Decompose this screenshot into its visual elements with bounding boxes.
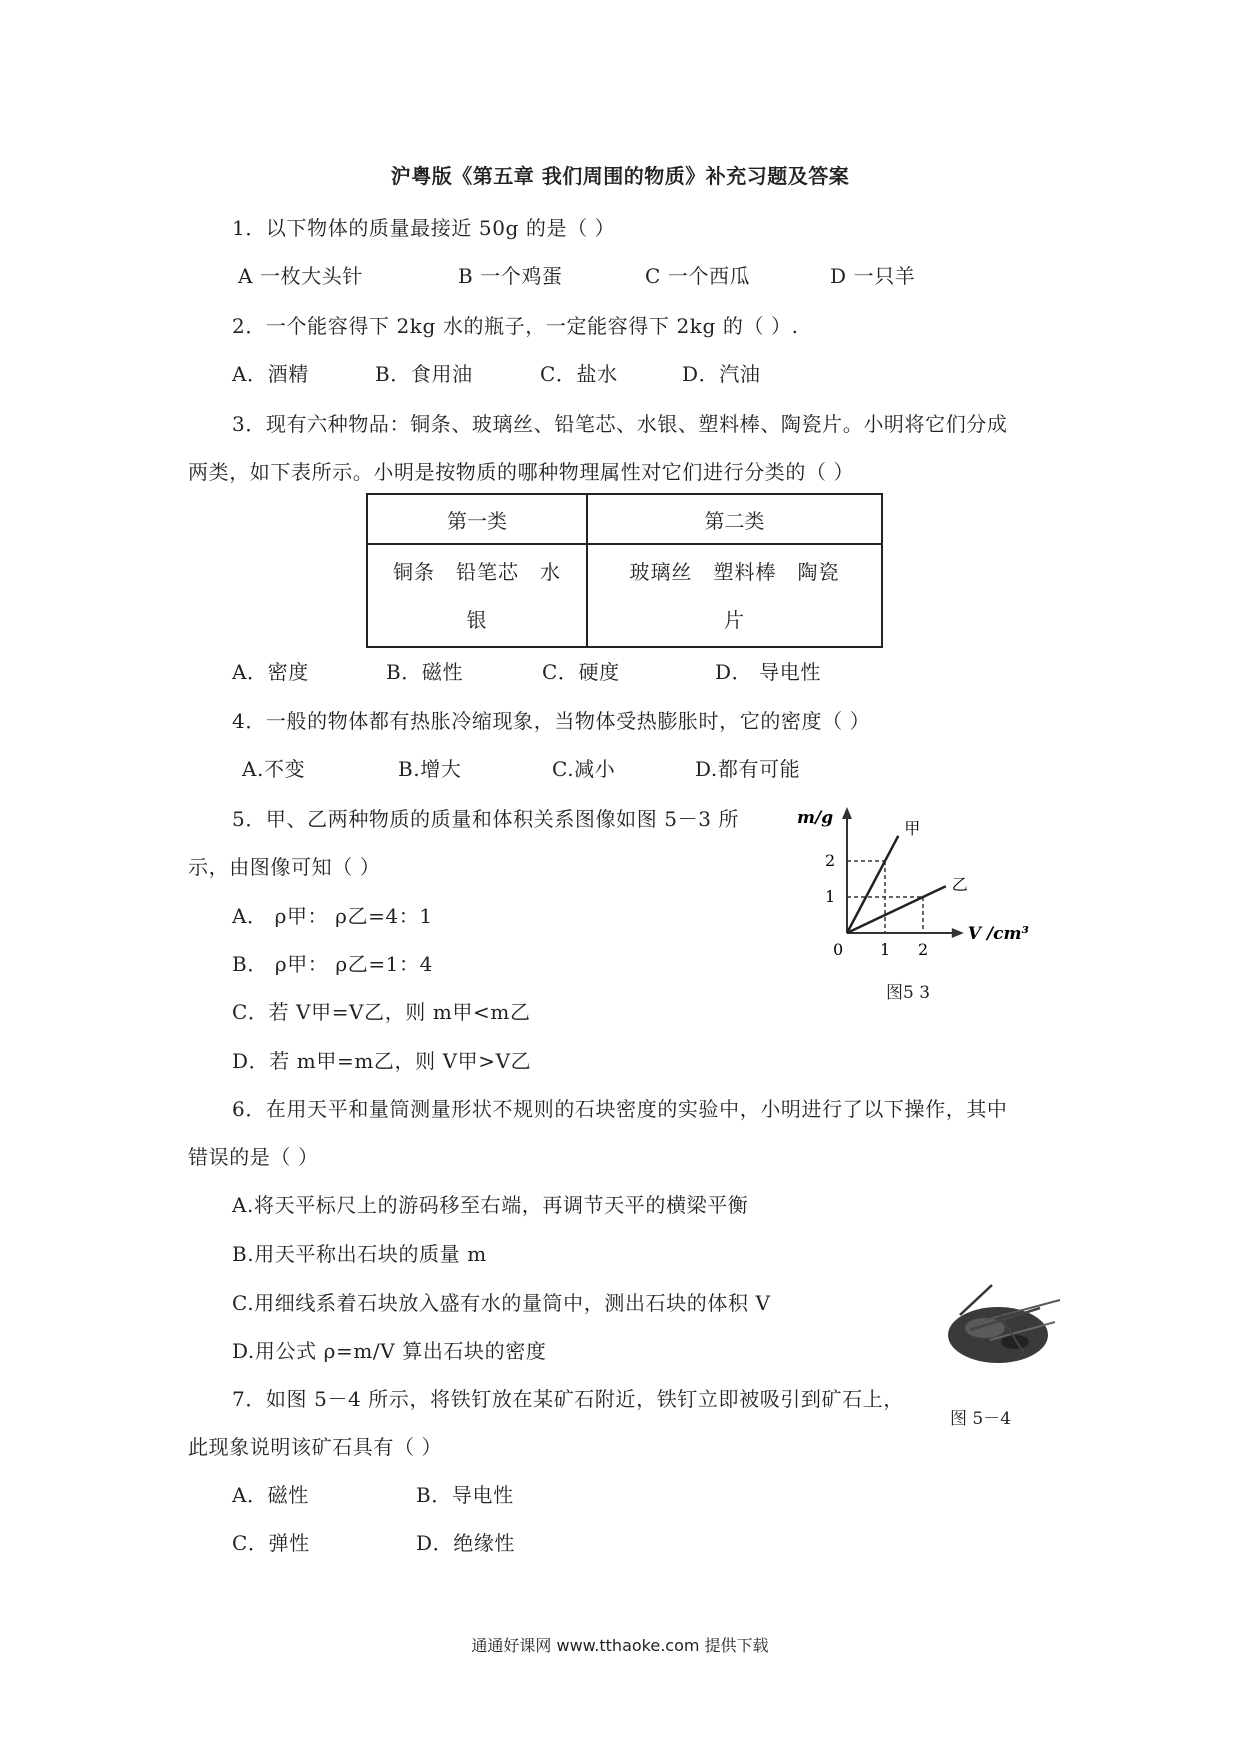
table-header-class1: 第一类 [367,494,587,544]
q3-option-b: B．磁性 [386,660,464,684]
ore-with-nails-image [930,1280,1070,1370]
q7-stem-line1: 7．如图 5－4 所示，将铁钉放在某矿石附近，铁钉立即被吸引到矿石上， [232,1387,904,1411]
x-tick-label: 0 [833,940,844,959]
q6-option-b: B.用天平称出石块的质量 m [232,1242,487,1266]
page-footer: 通通好课网 www.tthaoke.com 提供下载 [471,1636,769,1655]
q6-stem-line1: 6．在用天平和量筒测量形状不规则的石块密度的实验中，小明进行了以下操作，其中 [232,1097,1008,1121]
q5-stem-line2: 示，由图像可知（ ） [188,855,381,879]
figure-5-4-caption: 图 5－4 [950,1409,1012,1429]
q6-option-d: D.用公式 ρ=m/V 算出石块的密度 [232,1339,547,1363]
q6-option-a: A.将天平标尺上的游码移至右端，再调节天平的横梁平衡 [232,1193,749,1217]
q1-option-a: A 一枚大头针 [238,264,364,288]
q1-option-d: D 一只羊 [830,264,916,288]
table-cell-class2-line2: 片 [724,607,745,632]
classification-table [366,493,883,648]
q6-stem-line2: 错误的是（ ） [188,1145,319,1169]
y-axis-label: m/g [797,808,834,828]
q2-option-d: D．汽油 [682,362,761,386]
mass-volume-chart [780,800,1060,980]
q4-option-a: A.不变 [242,757,306,781]
q2-option-c: C．盐水 [540,362,618,386]
q4-option-b: B.增大 [398,757,462,781]
y-tick-label: 1 [825,887,836,906]
q3-stem-line2: 两类，如下表所示。小明是按物质的哪种物理属性对它们进行分类的（ ） [188,460,855,484]
q3-option-d: D． 导电性 [715,660,821,684]
table-cell-class2-line1: 玻璃丝 塑料棒 陶瓷 [629,559,840,584]
table-cell-class1 [367,544,587,647]
series-label-1: 甲 [904,818,921,838]
q1-option-c: C 一个西瓜 [645,264,751,288]
table-cell-class1-line2: 银 [466,607,488,632]
table-header-class2: 第二类 [587,494,882,544]
series-label-2: 乙 [951,875,968,895]
q6-option-c: C.用细线系着石块放入盛有水的量筒中，测出石块的体积 V [232,1291,771,1315]
q7-option-a: A．磁性 [232,1483,309,1507]
q5-option-c: C．若 V甲=V乙，则 m甲<m乙 [232,1000,531,1024]
q3-option-c: C．硬度 [542,660,620,684]
q4-stem: 4．一般的物体都有热胀冷缩现象，当物体受热膨胀时，它的密度（ ） [232,709,871,733]
q1-option-b: B 一个鸡蛋 [458,264,563,288]
q3-stem-line1: 3．现有六种物品：铜条、玻璃丝、铅笔芯、水银、塑料棒、陶瓷片。小明将它们分成 [232,412,1008,436]
table-cell-class1-line1: 铜条 铅笔芯 水 [393,559,561,584]
q5-option-a: A． ρ甲： ρ乙=4：1 [232,904,433,928]
x-axis-label: V /cm³ [967,924,1029,944]
q7-option-b: B．导电性 [416,1483,514,1507]
q5-stem-line1: 5．甲、乙两种物质的质量和体积关系图像如图 5－3 所 [232,807,740,831]
q2-option-b: B．食用油 [375,362,473,386]
x-axis-arrow [952,928,964,938]
q2-option-a: A．酒精 [232,362,309,386]
x-tick-label: 2 [918,940,929,959]
q4-option-d: D.都有可能 [695,757,801,781]
q5-option-d: D．若 m甲=m乙，则 V甲>V乙 [232,1049,532,1073]
q1-stem: 1．以下物体的质量最接近 50g 的是（ ） [232,216,616,240]
x-tick-label: 1 [880,940,891,959]
q7-stem-line2: 此现象说明该矿石具有（ ） [188,1435,443,1459]
y-tick-label: 2 [825,851,836,870]
q7-option-d: D．绝缘性 [416,1531,516,1555]
q5-option-b: B． ρ甲： ρ乙=1：4 [232,952,433,976]
q4-option-c: C.减小 [552,757,616,781]
document-title: 沪粤版《第五章 我们周围的物质》补充习题及答案 [390,164,850,188]
series-line-2 [847,886,946,933]
q2-stem: 2．一个能容得下 2kg 水的瓶子，一定能容得下 2kg 的（ ）. [232,314,799,338]
series-line-1 [847,836,898,933]
q7-option-c: C．弹性 [232,1531,310,1555]
q3-option-a: A．密度 [232,660,309,684]
figure-5-3-caption: 图5 3 [886,983,931,1003]
y-axis-arrow [842,807,852,819]
table-cell-class2 [587,544,882,647]
